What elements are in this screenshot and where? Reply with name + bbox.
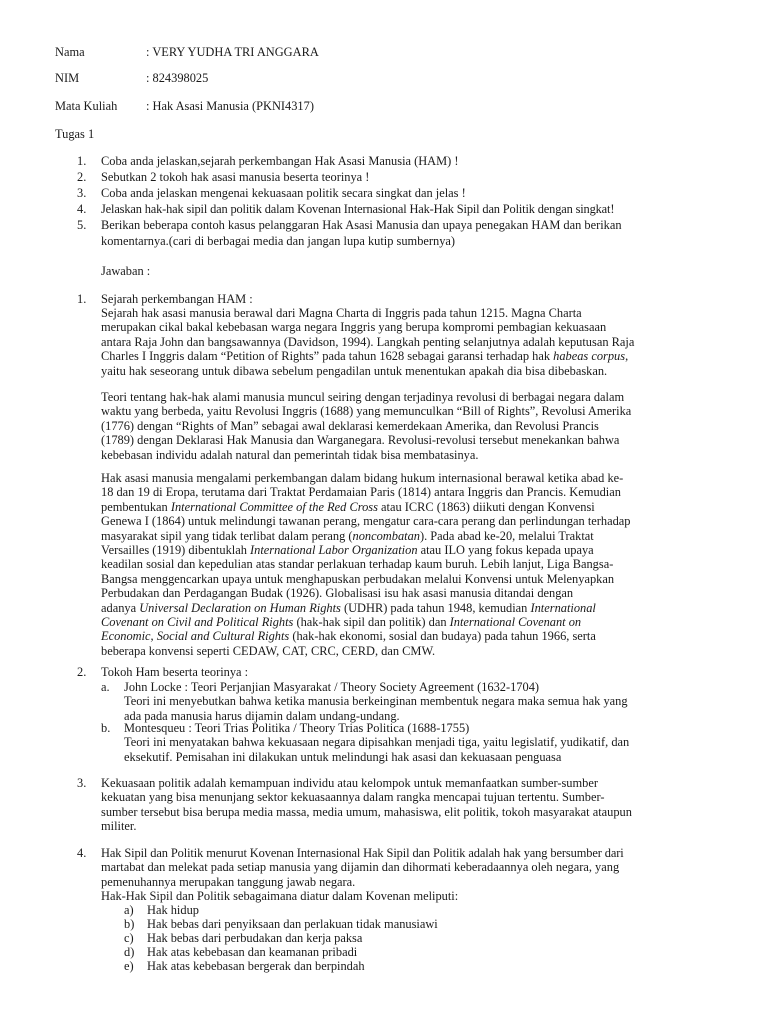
text-line: kekuatan yang bisa menunjang sektor kekuasaannya dalam rangka mencapai tujuan tertentu. Sumber- — [101, 790, 605, 805]
text-run: (hak-hak sipil dan politik) dan — [293, 615, 450, 630]
text-run: Charles I Inggris dalam “Petition of Rights” pada tahun 1628 sebagai garansi terhadap hak — [101, 349, 554, 364]
answer-title: Tokoh Ham beserta teorinya : — [101, 665, 249, 679]
answer-number: 1. — [77, 292, 87, 306]
tokoh-heading: John Locke : Teori Perjanjian Masyarakat / Theory Society Agreement (1632-1704) — [124, 680, 540, 694]
text-line: Kekuasaan politik adalah kemampuan individu atau kelompok untuk memanfaatkan sumber-sumber — [101, 776, 598, 790]
nim-label: NIM — [55, 71, 80, 85]
text-line: Hak Sipil dan Politik menurut Kovenan Internasional Hak Sipil dan Politik adalah hak yang bersumber dari — [101, 846, 624, 860]
text-line: (1776) dengan “Rights of Man” sebagai awal deklarasi kemerdekaan Amerika, dan Revolusi Prancis — [101, 418, 599, 433]
text-line: Bangsa menggencarkan upaya untuk menghapuskan perbudakan melalui Konvensi untuk Melenyapkan — [101, 571, 615, 586]
question-number: 1. — [77, 154, 87, 168]
answer-4-paragraph — [101, 846, 624, 889]
text-line: antara Raja John dan bangsawannya (Davidson, 1994). Langkah penting selanjutnya adalah keputusan Raja — [101, 334, 635, 349]
text-line — [101, 615, 630, 629]
italic-term: International Committee of the Red Cross — [170, 499, 378, 514]
text-run: ). Pada abad ke-20, melalui Traktat — [419, 528, 594, 543]
item-letter: c) — [124, 931, 134, 945]
mata-kuliah-value: : Hak Asasi Manusia (PKNI4317) — [146, 99, 314, 113]
answer-1-paragraph-2 — [101, 390, 631, 462]
text-line: Genewa I (1864) untuk melindungi tawanan perang, mengatur cara-cara perang dan perlindungan terhadap — [101, 514, 631, 529]
text-line: Perbudakan dan Perdagangan Budak (1926). Globalisasi isu hak asasi manusia ditandai dengan — [101, 586, 574, 601]
italic-term: Economic, Social and Cultural Rights — [101, 629, 290, 644]
text-line: beberapa konvensi seperti CEDAW, CAT, CRC, CERD, dan CMW. — [101, 643, 436, 658]
text-run: (UDHR) pada tahun 1948, kemudian — [340, 600, 531, 615]
text-run: , — [625, 349, 629, 364]
text-run: adanya — [101, 600, 140, 615]
italic-term: International Labor Organization — [250, 543, 418, 558]
question-text: Coba anda jelaskan mengenai kekuasaan politik secara singkat dan jelas ! — [101, 186, 466, 200]
question-number: 5. — [77, 218, 87, 232]
text-line — [101, 543, 630, 557]
right-item: Hak atas kebebasan bergerak dan berpindah — [147, 959, 365, 973]
text-line: (1789) dengan Deklarasi Hak Manusia dan Warganegara. Revolusi-revolusi tersebut menekankan bahwa — [101, 433, 620, 448]
tokoh-heading: Montesqueu : Teori Trias Politika / Theory Trias Politica (1688-1755) — [124, 721, 470, 735]
nama-label: Nama — [55, 45, 85, 59]
text-line — [101, 500, 630, 514]
text-run: atau ILO yang fokus kepada upaya — [417, 543, 594, 558]
question-number: 4. — [77, 202, 87, 216]
item-letter: b. — [101, 721, 111, 735]
answer-1-paragraph-3 — [101, 471, 630, 658]
right-item: Hak atas kebebasan dan keamanan pribadi — [147, 945, 358, 959]
text-line: pemenuhannya merupakan tanggung jawab negara. — [101, 874, 356, 889]
text-line — [101, 629, 630, 643]
text-line: Hak-Hak Sipil dan Politik sebagaimana diatur dalam Kovenan meliputi: — [101, 889, 459, 903]
text-line: militer. — [101, 819, 137, 834]
text-line — [101, 601, 630, 615]
answer-number: 3. — [77, 776, 87, 790]
text-line — [101, 529, 630, 543]
answer-number: 4. — [77, 846, 87, 860]
text-line: ada pada manusia harus dijamin dalam undang-undang. — [124, 708, 400, 723]
item-letter: b) — [124, 917, 135, 931]
text-line: waktu yang berbeda, yaitu Revolusi Inggris (1688) yang memunculkan “Bill of Rights”, Revolusi Amerika — [101, 404, 632, 419]
text-line: Hak asasi manusia mengalami perkembangan dalam bidang hukum internasional berawal ketika abad ke- — [101, 471, 624, 485]
text-line: Sejarah hak asasi manusia berawal dari Magna Charta di Inggris pada tahun 1215. Magna Charta — [101, 306, 582, 320]
item-letter: d) — [124, 945, 135, 959]
item-letter: e) — [124, 959, 134, 973]
nama-value: : VERY YUDHA TRI ANGGARA — [146, 45, 319, 59]
right-item: Hak bebas dari perbudakan dan kerja paksa — [147, 931, 363, 945]
question-text: Jelaskan hak-hak sipil dan politik dalam Kovenan Internasional Hak-Hak Sipil dan Politik dengan singkat! — [101, 202, 615, 216]
text-run: atau ICRC (1863) diikuti dengan Konvensi — [377, 499, 595, 514]
right-item: Hak bebas dari penyiksaan dan perlakuan tidak manusiawi — [147, 917, 438, 931]
answer-title: Sejarah perkembangan HAM : — [101, 292, 253, 306]
text-line: merupakan cikal bakal kebebasan warga negara Inggris yang berupa kompromi pembagian kekuasaan — [101, 320, 607, 335]
italic-term: International Covenant on — [449, 615, 582, 630]
italic-term: Covenant on Civil and Political Rights — [101, 615, 294, 630]
item-letter: a. — [101, 680, 110, 694]
text-line: yaitu hak seseorang untuk dibawa sebelum pengadilan untuk menentukan apakah dia bisa dibebaskan. — [101, 363, 608, 378]
tugas-title: Tugas 1 — [55, 127, 95, 141]
italic-term: noncombatan — [352, 528, 420, 543]
text-run: (hak-hak ekonomi, sosial dan budaya) pada tahun 1966, serta — [289, 629, 596, 644]
tokoh-item — [124, 721, 629, 764]
text-line: Teori ini menyebutkan bahwa ketika manusia berkeinginan membentuk negara maka semua hak yang — [124, 694, 628, 709]
question-text: Coba anda jelaskan,sejarah perkembangan Hak Asasi Manusia (HAM) ! — [101, 154, 459, 168]
italic-term: International — [530, 600, 596, 615]
mata-kuliah-label: Mata Kuliah — [55, 99, 118, 113]
question-text: Sebutkan 2 tokoh hak asasi manusia beserta teorinya ! — [101, 170, 370, 184]
text-line: 18 dan 19 di Eropa, terutama dari Traktat Perdamaian Paris (1814) antara Inggris dan Prancis. Kemudian — [101, 485, 621, 500]
text-line — [101, 349, 634, 363]
right-item: Hak hidup — [147, 903, 199, 917]
text-line: martabat dan melekat pada setiap manusia yang dijamin dan dihormati keberadaannya oleh negara, yang — [101, 860, 620, 875]
question-text: komentarnya.(cari di berbagai media dan jangan lupa kutip sumbernya) — [101, 234, 456, 248]
item-letter: a) — [124, 903, 134, 917]
question-number: 2. — [77, 170, 87, 184]
question-number: 3. — [77, 186, 87, 200]
text-run: Versailles (1919) dibentuklah — [101, 543, 250, 558]
text-line: Teori tentang hak-hak alami manusia muncul seiring dengan terjadinya revolusi di berbagai negara dalam — [101, 390, 625, 404]
answer-1-paragraph-1 — [101, 306, 634, 378]
text-line: Teori ini menyatakan bahwa kekuasaan negara dipisahkan menjadi tiga, yaitu legislatif, yudikatif, dan — [124, 735, 630, 750]
habeas-corpus-term: habeas corpus — [553, 349, 626, 364]
text-run: pembentukan — [101, 499, 171, 514]
question-text: Berikan beberapa contoh kasus pelanggaran Hak Asasi Manusia dan upaya penegakan HAM dan berikan — [101, 218, 622, 232]
nim-value: : 824398025 — [146, 71, 209, 85]
text-line: sumber tersebut bisa berupa media massa, media umum, mahasiswa, elit politik, tokoh masyarakat ataupun — [101, 804, 632, 819]
italic-term: Universal Declaration on Human Rights — [139, 600, 341, 615]
text-run: masyarakat sipil yang tidak terlibat dalam perang ( — [101, 528, 353, 543]
answer-number: 2. — [77, 665, 87, 679]
jawaban-label: Jawaban : — [101, 264, 151, 278]
text-line: kebebasan individu adalah natural dan pemerintah tidak bisa membatasinya. — [101, 447, 479, 462]
answer-3-paragraph — [101, 776, 632, 834]
text-line: keadilan sosial dan kepedulian atas standar perlakuan terhadap kaum buruh. Lebih lanjut, Liga Bangsa- — [101, 557, 614, 572]
tokoh-item — [124, 680, 628, 723]
text-line: eksekutif. Pemisahan ini dilakukan untuk melindungi hak asasi dan kekuasaan penguasa — [124, 749, 562, 764]
